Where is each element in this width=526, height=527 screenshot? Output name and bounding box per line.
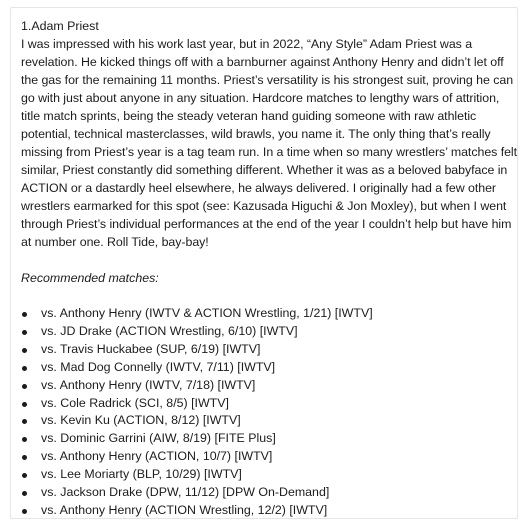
bullet-icon — [22, 491, 27, 496]
bullet-icon — [22, 366, 27, 371]
match-text: vs. Mad Dog Connelly (IWTV, 7/11) [IWTV] — [41, 359, 276, 374]
article-content — [21, 17, 521, 520]
article-panel — [10, 7, 518, 519]
bullet-icon — [22, 509, 27, 514]
match-text: vs. Kevin Ku (ACTION, 8/12) [IWTV] — [41, 413, 241, 428]
match-text: vs. Travis Huckabee (SUP, 6/19) [IWTV] — [41, 341, 261, 356]
match-text: vs. Anthony Henry (ACTION Wrestling, 12/2) [IWTV] — [41, 502, 328, 517]
list-item — [21, 341, 521, 359]
bullet-icon — [22, 437, 27, 442]
bullet-icon — [22, 312, 27, 317]
list-item — [21, 502, 521, 520]
list-item — [21, 395, 521, 413]
bullet-icon — [22, 348, 27, 353]
list-item — [21, 377, 521, 395]
match-text: vs. Anthony Henry (IWTV, 7/18) [IWTV] — [41, 377, 256, 392]
match-text: vs. JD Drake (ACTION Wrestling, 6/10) [IWTV] — [41, 323, 298, 338]
match-text: vs. Anthony Henry (ACTION, 10/7) [IWTV] — [41, 449, 273, 464]
recommended-matches-title: Recommended matches: — [21, 271, 159, 285]
list-item — [21, 448, 521, 466]
list-item — [21, 484, 521, 502]
match-text: vs. Dominic Garrini (AIW, 8/19) [FITE Plus] — [41, 431, 276, 446]
bullet-icon — [22, 455, 27, 460]
match-text: vs. Jackson Drake (DPW, 11/12) [DPW On-Demand] — [41, 485, 330, 500]
list-item — [21, 323, 521, 341]
list-item — [21, 430, 521, 448]
bullet-icon — [22, 402, 27, 407]
list-item — [21, 412, 521, 430]
bullet-icon — [22, 330, 27, 335]
match-text: vs. Anthony Henry (IWTV & ACTION Wrestling, 1/21) [IWTV] — [41, 306, 373, 320]
bullet-icon — [22, 419, 27, 424]
recommended-matches-list — [21, 305, 521, 520]
list-item — [21, 466, 521, 484]
bullet-icon — [22, 473, 27, 478]
list-item — [21, 305, 521, 323]
match-text: vs. Lee Moriarty (BLP, 10/29) [IWTV] — [41, 467, 242, 482]
bullet-icon — [22, 384, 27, 389]
entry-paragraph: I was impressed with his work last year, but in 2022, “Any Style” Adam Priest was a revelation. He kicked things off with a barnburner against Anthony Henry and didn’t let off the gas for the remaining 11 months. Priest’s versatility is his strongest suit, proving he can go with just about anyone in any situation. Hardcore matches to lengthy wars of attrition, title match sprints, being the steady veteran hand guiding someone with raw athletic potential, technical masterclasses, wild brawls, you name it. The only thing that’s really missing from Priest’s year is a tag team run. In a time when so many wrestlers’ matches felt similar, Priest constantly did something different. Whether it was as a beloved babyface in ACTION or a dastardly heel elsewhere, he always delivered. I originally had a few other wrestlers earmarked for this spot (see: Kazusada Higuchi & Jon Moxley), but when I went through Priest’s individual performances at the end of the year I couldn’t help but have him at number one. Roll Tide, bay-bay! — [21, 37, 518, 249]
match-text: vs. Cole Radrick (SCI, 8/5) [IWTV] — [41, 395, 229, 410]
list-item — [21, 359, 521, 377]
entry-heading: 1.Adam Priest — [21, 19, 99, 33]
